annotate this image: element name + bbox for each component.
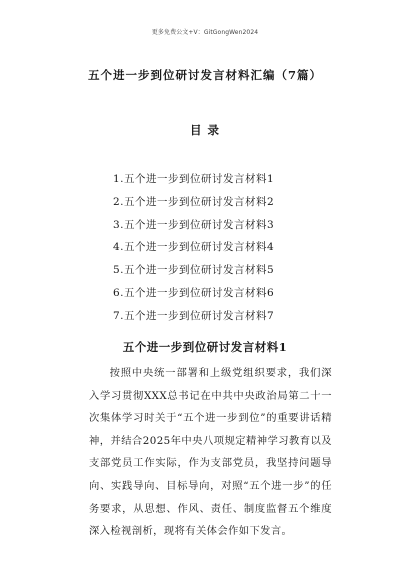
section-title: 五个进一步到位研讨发言材料1 [122,340,288,354]
table-of-contents [113,168,274,328]
toc-item[interactable]: 1.五个进一步到位研讨发言材料1 [113,173,275,185]
toc-item[interactable]: 2.五个进一步到位研讨发言材料2 [113,195,275,208]
toc-item[interactable]: 6.五个进一步到位研讨发言材料6 [113,286,275,299]
toc-item[interactable]: 3.五个进一步到位研讨发言材料3 [113,218,275,231]
toc-item[interactable]: 7.五个进一步到位研讨发言材料7 [113,309,275,322]
toc-item[interactable]: 4.五个进一步到位研讨发言材料4 [113,241,275,254]
toc-item[interactable]: 5.五个进一步到位研讨发言材料5 [113,264,275,277]
toc-heading: 目 录 [189,123,220,137]
document-title: 五个进一步到位研讨发言材料汇编（7篇） [88,68,322,82]
header-note: 更多免费公文+V：GitGongWen2024 [151,29,259,36]
body-paragraph: 按照中央统一部署和上级党组织要求，我们深入学习贯彻XXX总书记在中共中央政治局第二十一次集体学习时关于“五个进一步到位”的重要讲话精神，并结合2025年中央八项规定精神学习教育以及支部党员工作实际，作为支部党员，我坚持问题导向、实践导向、目标导向，对照“五个进一步”的任务要求，从思想、作风、责任、制度监督五个维度深入检视剖析，现将有关体会作如下发言。 [89,367,332,538]
